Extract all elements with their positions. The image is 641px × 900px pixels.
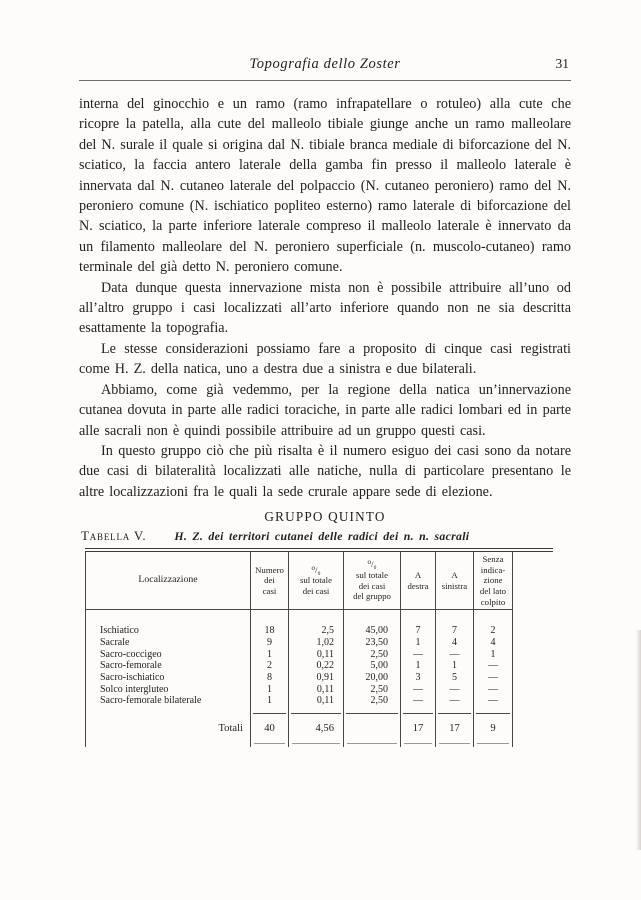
table-header-row	[86, 552, 513, 610]
cell-senza: —	[474, 684, 513, 696]
cell-senza: —	[474, 660, 513, 672]
cell-numero: 8	[251, 672, 289, 684]
table-row	[86, 695, 513, 707]
cell-pct-totale: 0,11	[289, 695, 344, 707]
cell-senza: 4	[474, 637, 513, 649]
cell-sinistra: 5	[436, 672, 474, 684]
running-head-rule	[79, 80, 571, 81]
cell-localizzazione: Sacro-femorale	[86, 660, 251, 672]
group-heading: GRUPPO QUINTO	[264, 509, 386, 525]
paragraph: In questo gruppo ciò che più risalta è il numero esiguo dei casi sono da notare due casi di bilateralità localizzati alle natiche, nulla di particolare presentano le altre localizzazioni fra le quali la sede crurale appare sede di elezione.	[79, 442, 571, 500]
cell-sinistra: 4	[436, 637, 474, 649]
cell-sinistra: —	[436, 649, 474, 661]
table-rule	[291, 713, 341, 714]
cell-pct-gruppo: 20,00	[344, 672, 401, 684]
col-header-localizzazione: Localizzazione	[86, 552, 251, 610]
cell-senza: 1	[474, 649, 513, 661]
cell-pct-totale: 0,11	[289, 649, 344, 661]
cell-pct-totale: 2,5	[289, 610, 344, 637]
table-row	[86, 684, 513, 696]
cell-sinistra: —	[436, 695, 474, 707]
total-numero: 40	[251, 719, 289, 739]
cell-pct-gruppo: 45,00	[344, 610, 401, 637]
cell-localizzazione: Ischiatico	[86, 610, 251, 637]
cell-numero: 1	[251, 695, 289, 707]
running-head	[79, 56, 571, 73]
table-rule	[476, 713, 510, 714]
cell-pct-gruppo: 2,50	[344, 649, 401, 661]
cell-senza: —	[474, 695, 513, 707]
total-senza: 9	[474, 719, 513, 739]
table-row	[86, 637, 513, 649]
cell-pct-totale: 1,02	[289, 637, 344, 649]
cell-localizzazione: Sacro-coccigeo	[86, 649, 251, 661]
cell-pct-gruppo: 23,50	[344, 637, 401, 649]
cell-pct-totale: 0,91	[289, 672, 344, 684]
cell-localizzazione: Sacrale	[86, 637, 251, 649]
scan-edge-artifact	[636, 630, 641, 850]
totals-label: Totali	[86, 719, 251, 739]
col-header-a-sinistra: A sinistra	[436, 552, 474, 610]
table-row	[86, 672, 513, 684]
zoster-table	[85, 552, 513, 747]
cell-numero: 2	[251, 660, 289, 672]
table-rule	[439, 743, 470, 744]
col-header-numero-casi: Numero dei casi	[251, 552, 289, 610]
table-rule	[404, 743, 432, 744]
cell-sinistra: 1	[436, 660, 474, 672]
paragraph: interna del ginocchio e un ramo (ramo infrapatellare o rotuleo) alla cute che ricopre la patella, alla cute del malleolo tibiale giunge anche un ramo malleolare del N. surale il quale si origina dal N. tibiale branca mediale di biforcazione del N. sciatico, la faccia antero laterale della gamba fin presso il malleolo laterale è innervata dal N. cutaneo laterale del polpaccio (N. cutaneo peroniero) ramo del N. peroniero comune (N. ischiatico popliteo esterno) ramo laterale di biforcazione del N. sciatico, la parte inferiore laterale compreso il malleolo laterale è innervato da un filamento malleolare del N. peroniero superficiale (n. muscolo-cutaneo) ramo terminale del già detto N. peroniero comune.	[79, 96, 571, 276]
col-header-pct-totale: ⁰/₀ sul totale dei casi	[289, 552, 344, 610]
table-bottom-row	[86, 739, 513, 747]
cell-pct-totale: 0,11	[289, 684, 344, 696]
cell-numero: 1	[251, 684, 289, 696]
cell-destra: —	[401, 649, 436, 661]
paragraph: Abbiamo, come già vedemmo, per la regione della natica un’innervazione cutanea dovuta in parte alle radici toraciche, in parte alle radici lombari ed in parte alle sacrali non è quindi possibile attribuire ad un gruppo questi casi.	[79, 381, 571, 439]
totals-row	[86, 719, 513, 739]
col-header-pct-gruppo: ⁰/₀ sul totale dei casi del gruppo	[344, 552, 401, 610]
cell-localizzazione: Solco intergluteo	[86, 684, 251, 696]
table-row	[86, 649, 513, 661]
page-content	[79, 56, 571, 747]
cell-sinistra: —	[436, 684, 474, 696]
cell-localizzazione: Sacro-femorale bilaterale	[86, 695, 251, 707]
total-pct-gruppo	[344, 719, 401, 739]
table-rule	[347, 743, 397, 744]
table-caption	[79, 528, 571, 544]
totals-separator-row	[86, 707, 513, 719]
cell-destra: —	[401, 684, 436, 696]
cell-destra: —	[401, 695, 436, 707]
table-caption-label: Tabella V.	[81, 528, 147, 544]
cell-senza: 2	[474, 610, 513, 637]
total-sinistra: 17	[436, 719, 474, 739]
table-row	[86, 660, 513, 672]
cell-numero: 9	[251, 637, 289, 649]
table-rule	[403, 713, 433, 714]
cell-destra: 7	[401, 610, 436, 637]
col-header-senza-indicazione: Senza indica- zione del lato colpito	[474, 552, 513, 610]
table-rule	[254, 743, 285, 744]
col-header-a-destra: A destra	[401, 552, 436, 610]
cell-sinistra: 7	[436, 610, 474, 637]
cell-pct-gruppo: 2,50	[344, 684, 401, 696]
table-caption-title: H. Z. dei territori cutanei delle radici dei n. n. sacrali	[174, 529, 470, 544]
table-rule	[292, 743, 340, 744]
table-rule	[438, 713, 471, 714]
paragraph: Data dunque questa innervazione mista non è possibile attribuire all’uno od all’altro gruppo i casi localizzati all’arto inferiore quando non ne sia descritta esattamente la topografia.	[79, 279, 571, 337]
table-row	[86, 610, 513, 637]
cell-localizzazione: Sacro-ischiatico	[86, 672, 251, 684]
cell-pct-gruppo: 5,00	[344, 660, 401, 672]
cell-destra: 3	[401, 672, 436, 684]
table-rule	[477, 743, 509, 744]
paragraph: Le stesse considerazioni possiamo fare a proposito di cinque casi registrati come H. Z. della natica, uno a destra due a sinistra e due bilaterali.	[79, 340, 571, 378]
page-number: 31	[555, 56, 569, 71]
cell-pct-gruppo: 2,50	[344, 695, 401, 707]
cell-destra: 1	[401, 637, 436, 649]
total-pct-totale: 4,56	[289, 719, 344, 739]
cell-destra: 1	[401, 660, 436, 672]
table-rule	[346, 713, 398, 714]
total-destra: 17	[401, 719, 436, 739]
cell-senza: —	[474, 672, 513, 684]
running-head-title: Topografia dello Zoster	[249, 56, 401, 72]
cell-pct-totale: 0,22	[289, 660, 344, 672]
cell-numero: 1	[251, 649, 289, 661]
cell-numero: 18	[251, 610, 289, 637]
body-text	[79, 94, 571, 502]
table-rule	[253, 713, 286, 714]
